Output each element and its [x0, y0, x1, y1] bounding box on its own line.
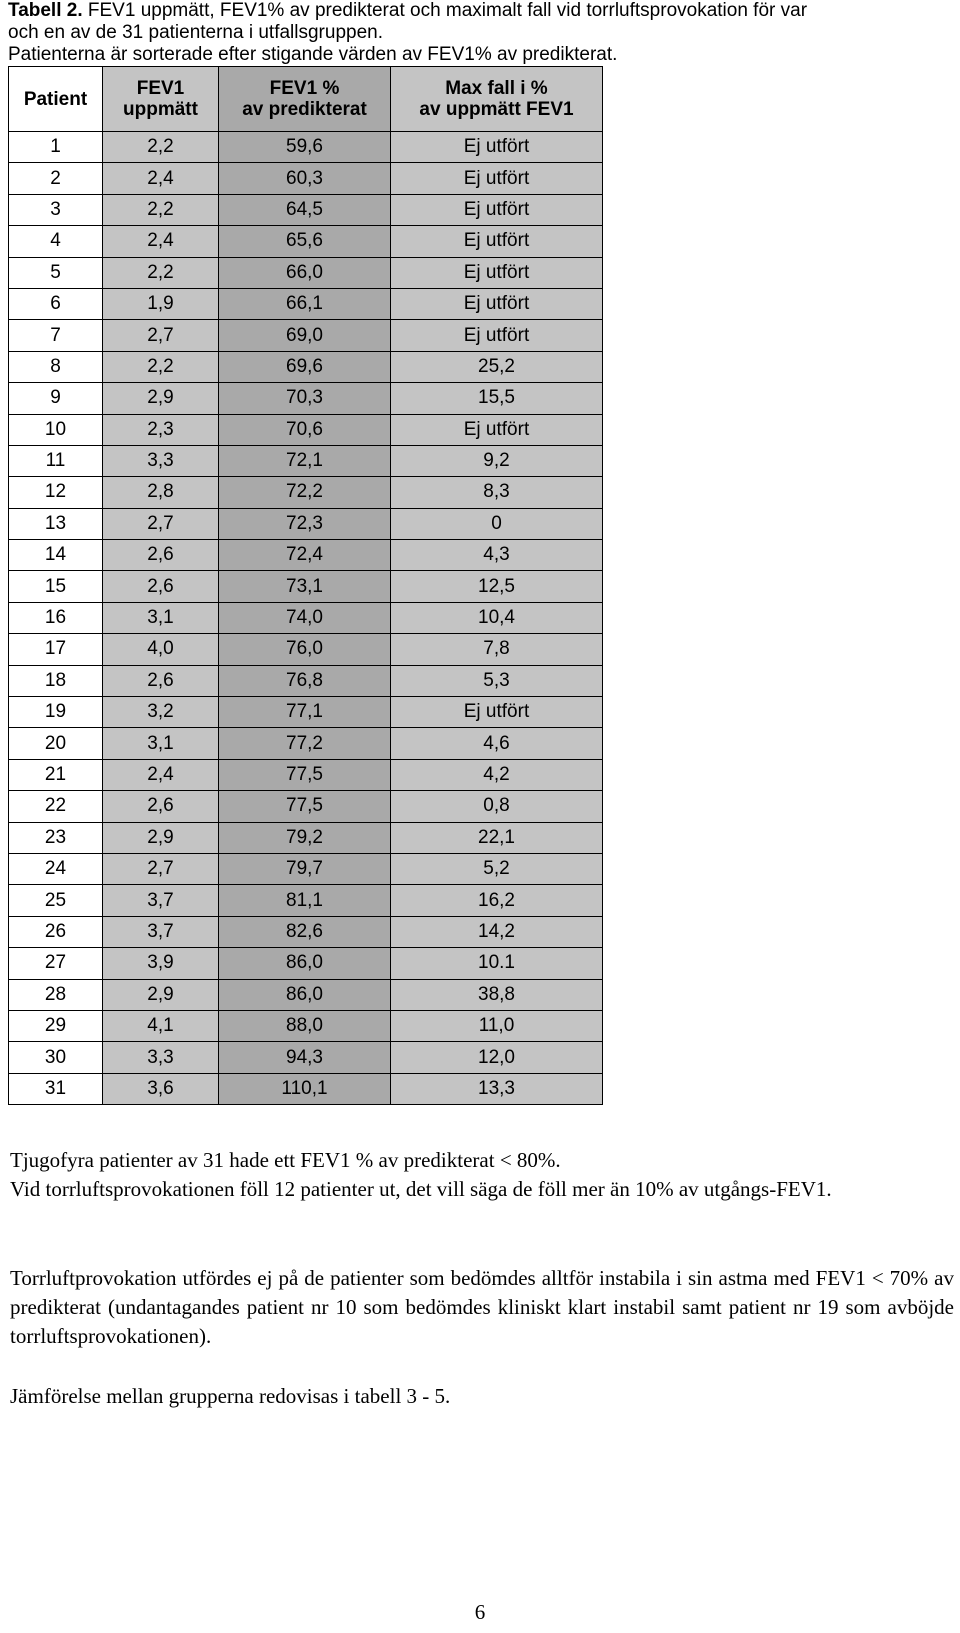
table-row: [9, 665, 603, 696]
cell-patient: 9: [9, 383, 103, 414]
table-row: [9, 288, 603, 319]
cell-patient: 4: [9, 226, 103, 257]
cell-patient: 15: [9, 571, 103, 602]
cell-fev1: 2,2: [103, 132, 219, 163]
cell-max-fall: 22,1: [391, 822, 603, 853]
cell-max-fall: 10.1: [391, 948, 603, 979]
cell-fev1-percent: 81,1: [219, 885, 391, 916]
table-row: [9, 257, 603, 288]
cell-max-fall: Ej utfört: [391, 697, 603, 728]
cell-max-fall: Ej utfört: [391, 288, 603, 319]
cell-max-fall: 8,3: [391, 477, 603, 508]
table-row: [9, 1073, 603, 1104]
cell-max-fall: 12,5: [391, 571, 603, 602]
cell-fev1: 4,0: [103, 634, 219, 665]
table-header-row: [9, 67, 603, 132]
cell-fev1: 3,7: [103, 885, 219, 916]
table-row: [9, 414, 603, 445]
table-row: [9, 445, 603, 476]
cell-max-fall: 16,2: [391, 885, 603, 916]
cell-fev1-percent: 86,0: [219, 948, 391, 979]
cell-patient: 6: [9, 288, 103, 319]
cell-patient: 18: [9, 665, 103, 696]
table-body: [9, 132, 603, 1105]
cell-max-fall: 0,8: [391, 791, 603, 822]
cell-fev1-percent: 76,0: [219, 634, 391, 665]
cell-fev1: 3,7: [103, 916, 219, 947]
cell-fev1-percent: 77,5: [219, 759, 391, 790]
cell-fev1: 2,4: [103, 163, 219, 194]
cell-fev1-percent: 69,0: [219, 320, 391, 351]
cell-patient: 3: [9, 194, 103, 225]
cell-patient: 31: [9, 1073, 103, 1104]
cell-patient: 24: [9, 853, 103, 884]
cell-fev1: 3,6: [103, 1073, 219, 1104]
cell-fev1: 2,9: [103, 822, 219, 853]
table-row: [9, 477, 603, 508]
cell-patient: 2: [9, 163, 103, 194]
cell-patient: 10: [9, 414, 103, 445]
table-row: [9, 697, 603, 728]
cell-patient: 14: [9, 540, 103, 571]
cell-fev1: 2,6: [103, 791, 219, 822]
cell-fev1: 2,2: [103, 194, 219, 225]
header-fev1-percent: [219, 67, 391, 132]
cell-max-fall: 12,0: [391, 1042, 603, 1073]
cell-fev1: 2,4: [103, 226, 219, 257]
cell-fev1-percent: 86,0: [219, 979, 391, 1010]
caption-line-3: Patienterna är sorterade efter stigande värden av FEV1% av predikterat.: [8, 44, 618, 65]
table-caption: [8, 0, 958, 66]
cell-fev1-percent: 66,1: [219, 288, 391, 319]
cell-fev1-percent: 72,2: [219, 477, 391, 508]
header-fev1: [103, 67, 219, 132]
cell-fev1-percent: 70,6: [219, 414, 391, 445]
cell-fev1-percent: 77,5: [219, 791, 391, 822]
header-max-fall-line2: av uppmätt FEV1: [419, 99, 574, 120]
cell-fev1-percent: 74,0: [219, 602, 391, 633]
table-row: [9, 1010, 603, 1041]
cell-fev1: 2,9: [103, 383, 219, 414]
page-number: 6: [474, 1600, 486, 1624]
table-row: [9, 540, 603, 571]
cell-patient: 28: [9, 979, 103, 1010]
cell-fev1-percent: 82,6: [219, 916, 391, 947]
cell-fev1-percent: 73,1: [219, 571, 391, 602]
cell-max-fall: 13,3: [391, 1073, 603, 1104]
table-row: [9, 634, 603, 665]
cell-fev1-percent: 60,3: [219, 163, 391, 194]
cell-fev1-percent: 110,1: [219, 1073, 391, 1104]
cell-fev1: 1,9: [103, 288, 219, 319]
table-row: [9, 791, 603, 822]
cell-fev1: 2,7: [103, 320, 219, 351]
cell-max-fall: 38,8: [391, 979, 603, 1010]
cell-fev1-percent: 79,7: [219, 853, 391, 884]
cell-patient: 17: [9, 634, 103, 665]
table-row: [9, 226, 603, 257]
header-patient: [9, 67, 103, 132]
table-row: [9, 1042, 603, 1073]
cell-max-fall: 4,3: [391, 540, 603, 571]
header-fev1-percent-line2: av predikterat: [242, 99, 367, 120]
cell-fev1-percent: 88,0: [219, 1010, 391, 1041]
cell-fev1-percent: 59,6: [219, 132, 391, 163]
table-row: [9, 948, 603, 979]
header-fev1-line2: uppmätt: [123, 99, 198, 120]
cell-max-fall: 10,4: [391, 602, 603, 633]
table-row: [9, 132, 603, 163]
cell-max-fall: 5,3: [391, 665, 603, 696]
cell-fev1-percent: 72,3: [219, 508, 391, 539]
table-row: [9, 383, 603, 414]
cell-fev1-percent: 64,5: [219, 194, 391, 225]
cell-max-fall: 9,2: [391, 445, 603, 476]
header-fev1-line1: FEV1: [136, 78, 185, 99]
cell-max-fall: 4,2: [391, 759, 603, 790]
cell-fev1: 2,2: [103, 351, 219, 382]
cell-patient: 8: [9, 351, 103, 382]
paragraph-1: Tjugofyra patienter av 31 hade ett FEV1 % av predikterat < 80%.: [10, 1148, 561, 1172]
cell-max-fall: Ej utfört: [391, 163, 603, 194]
table-row: [9, 916, 603, 947]
cell-max-fall: 4,6: [391, 728, 603, 759]
cell-patient: 21: [9, 759, 103, 790]
cell-fev1-percent: 77,2: [219, 728, 391, 759]
cell-patient: 5: [9, 257, 103, 288]
cell-patient: 22: [9, 791, 103, 822]
cell-fev1: 2,7: [103, 508, 219, 539]
cell-fev1: 4,1: [103, 1010, 219, 1041]
cell-fev1-percent: 77,1: [219, 697, 391, 728]
cell-max-fall: 7,8: [391, 634, 603, 665]
table-row: [9, 194, 603, 225]
cell-max-fall: 11,0: [391, 1010, 603, 1041]
cell-fev1: 2,3: [103, 414, 219, 445]
cell-max-fall: 15,5: [391, 383, 603, 414]
cell-fev1: 2,6: [103, 571, 219, 602]
cell-fev1-percent: 65,6: [219, 226, 391, 257]
cell-fev1: 3,1: [103, 602, 219, 633]
cell-patient: 1: [9, 132, 103, 163]
paragraph-4: Jämförelse mellan grupperna redovisas i tabell 3 - 5.: [10, 1384, 451, 1408]
cell-fev1: 2,2: [103, 257, 219, 288]
cell-fev1-percent: 76,8: [219, 665, 391, 696]
cell-max-fall: 5,2: [391, 853, 603, 884]
table-row: [9, 979, 603, 1010]
table-row: [9, 728, 603, 759]
cell-fev1-percent: 70,3: [219, 383, 391, 414]
cell-max-fall: Ej utfört: [391, 194, 603, 225]
paragraph-2: Vid torrluftsprovokationen föll 12 patienter ut, det vill säga de föll mer än 10% av utgångs-FEV1.: [10, 1177, 832, 1201]
cell-max-fall: Ej utfört: [391, 257, 603, 288]
table-row: [9, 602, 603, 633]
caption-lead: Tabell 2.: [8, 0, 83, 21]
cell-fev1: 3,3: [103, 1042, 219, 1073]
cell-max-fall: Ej utfört: [391, 132, 603, 163]
cell-patient: 19: [9, 697, 103, 728]
cell-patient: 13: [9, 508, 103, 539]
cell-fev1-percent: 72,1: [219, 445, 391, 476]
header-fev1-percent-line1: FEV1 %: [269, 78, 340, 99]
cell-fev1: 3,9: [103, 948, 219, 979]
header-max-fall-line1: Max fall i %: [445, 78, 548, 99]
cell-patient: 12: [9, 477, 103, 508]
cell-fev1-percent: 72,4: [219, 540, 391, 571]
cell-patient: 26: [9, 916, 103, 947]
cell-patient: 16: [9, 602, 103, 633]
cell-fev1-percent: 69,6: [219, 351, 391, 382]
cell-max-fall: 0: [391, 508, 603, 539]
cell-fev1: 3,3: [103, 445, 219, 476]
cell-fev1-percent: 79,2: [219, 822, 391, 853]
cell-fev1: 2,6: [103, 540, 219, 571]
cell-patient: 29: [9, 1010, 103, 1041]
cell-max-fall: Ej utfört: [391, 414, 603, 445]
table-row: [9, 822, 603, 853]
cell-fev1-percent: 66,0: [219, 257, 391, 288]
cell-patient: 25: [9, 885, 103, 916]
cell-patient: 30: [9, 1042, 103, 1073]
table-row: [9, 571, 603, 602]
header-patient-label: Patient: [23, 88, 88, 110]
header-max-fall: [391, 67, 603, 132]
table-row: [9, 320, 603, 351]
cell-max-fall: 14,2: [391, 916, 603, 947]
patient-table: [8, 66, 603, 1105]
caption-line-1: [8, 0, 958, 22]
cell-fev1-percent: 94,3: [219, 1042, 391, 1073]
cell-max-fall: Ej utfört: [391, 226, 603, 257]
cell-patient: 27: [9, 948, 103, 979]
cell-fev1: 2,4: [103, 759, 219, 790]
cell-fev1: 2,8: [103, 477, 219, 508]
cell-patient: 7: [9, 320, 103, 351]
paragraph-3: Torrluftprovokation utfördes ej på de patienter som bedömdes alltför instabila i sin astma med FEV1 < 70% av predikterat (undantagandes patient nr 10 som bedömdes kliniskt klart instabil samt patient nr 19 som avböjde torrluftsprovokationen).: [10, 1266, 954, 1348]
table-row: [9, 163, 603, 194]
cell-max-fall: Ej utfört: [391, 320, 603, 351]
caption-line-2: och en av de 31 patienterna i utfallsgruppen.: [8, 22, 383, 43]
cell-fev1: 3,2: [103, 697, 219, 728]
cell-fev1: 2,6: [103, 665, 219, 696]
table-row: [9, 759, 603, 790]
cell-fev1: 2,7: [103, 853, 219, 884]
cell-fev1: 2,9: [103, 979, 219, 1010]
cell-patient: 20: [9, 728, 103, 759]
cell-fev1: 3,1: [103, 728, 219, 759]
table-row: [9, 351, 603, 382]
cell-max-fall: 25,2: [391, 351, 603, 382]
cell-patient: 23: [9, 822, 103, 853]
table-row: [9, 885, 603, 916]
table-row: [9, 508, 603, 539]
table-row: [9, 853, 603, 884]
caption-text-1: FEV1 uppmätt, FEV1% av predikterat och maximalt fall vid torrluftsprovokation för var: [87, 0, 808, 21]
cell-patient: 11: [9, 445, 103, 476]
